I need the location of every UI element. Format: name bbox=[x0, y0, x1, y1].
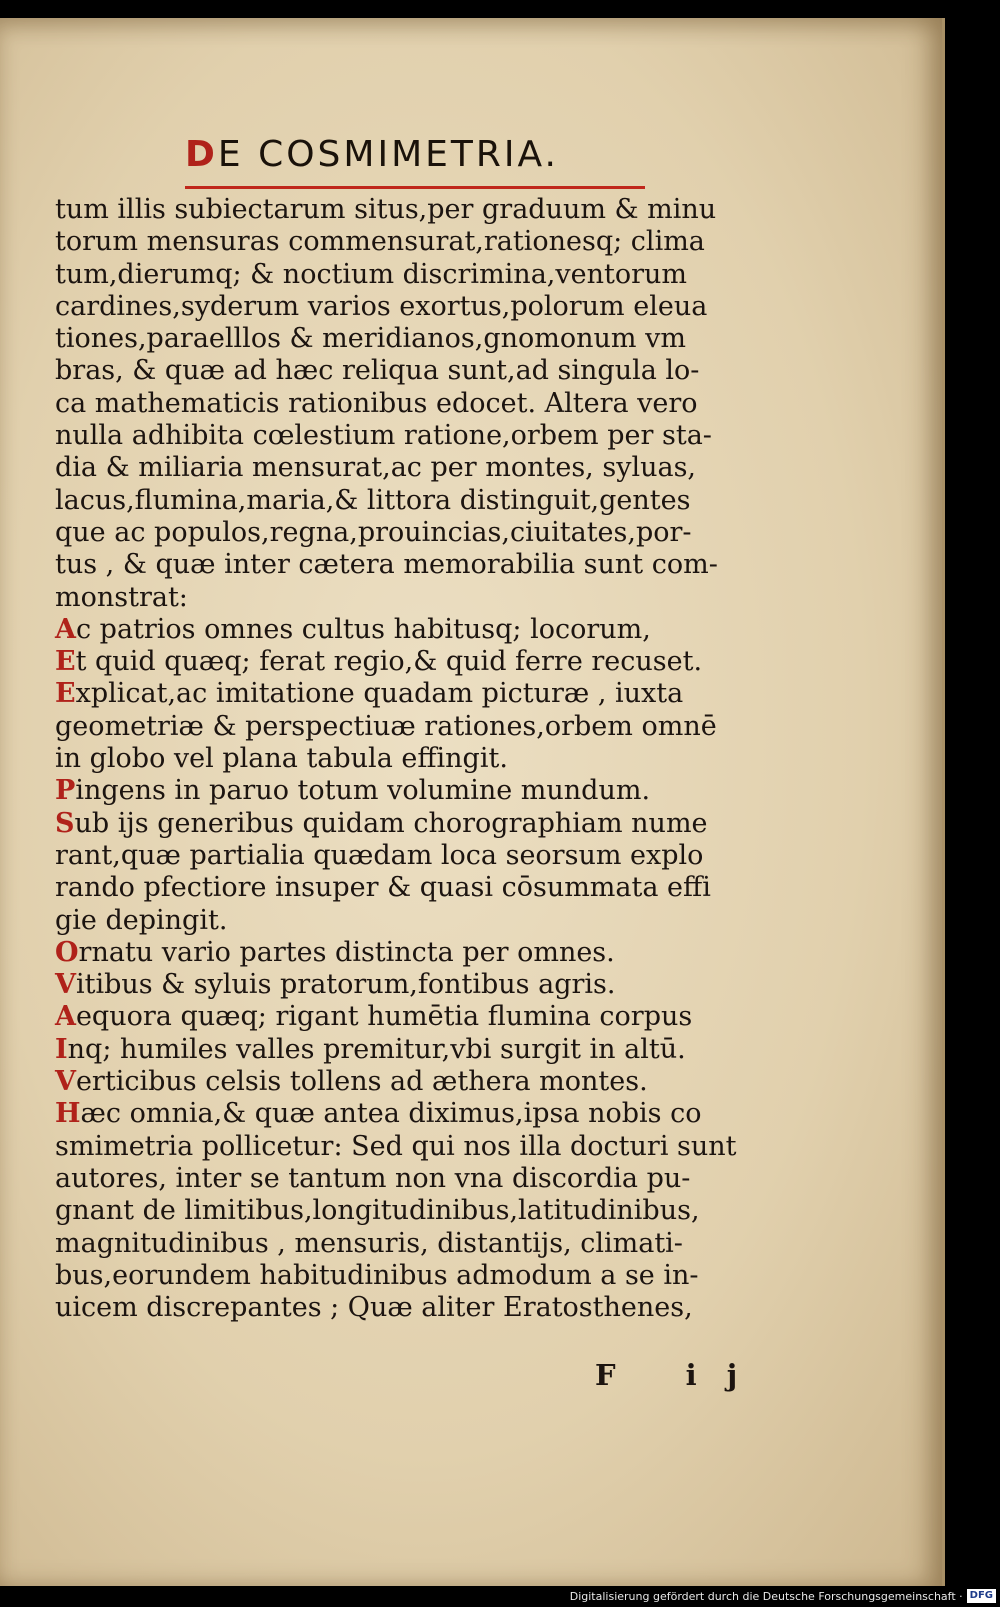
line-text: cardines,syderum varios exortus,polorum eleua bbox=[55, 290, 708, 322]
rubricated-initial: E bbox=[55, 678, 76, 710]
line-text: erticibus celsis tollens ad æthera montes. bbox=[75, 1066, 648, 1098]
text-line bbox=[55, 872, 745, 904]
rubricated-initial: E bbox=[55, 646, 76, 678]
text-line bbox=[55, 420, 745, 452]
footer-credit bbox=[570, 1587, 996, 1605]
book-page bbox=[0, 18, 945, 1586]
text-line bbox=[55, 388, 745, 420]
text-line bbox=[55, 1195, 745, 1227]
rubricated-initial: I bbox=[55, 1033, 68, 1065]
line-text: gie depingit. bbox=[55, 904, 228, 936]
text-line bbox=[55, 1034, 745, 1066]
text-line bbox=[55, 808, 745, 840]
line-text: lacus,flumina,maria,& littora distinguit,gentes bbox=[55, 484, 691, 516]
line-text: rnatu vario partes distincta per omnes. bbox=[78, 936, 615, 968]
line-text: equora quæq; rigant humētia flumina corpus bbox=[75, 1001, 693, 1033]
text-line bbox=[55, 259, 745, 291]
line-text: monstrat: bbox=[55, 581, 188, 613]
rubricated-initial: S bbox=[55, 807, 75, 839]
text-line bbox=[55, 743, 745, 775]
line-text: tiones,paraelllos & meridianos,gnomonum vm bbox=[55, 323, 686, 355]
line-text: torum mensuras commensurat,rationesq; clima bbox=[55, 226, 705, 258]
body-text bbox=[55, 194, 745, 1324]
line-text: autores, inter se tantum non vna discordia pu- bbox=[55, 1162, 691, 1194]
text-line bbox=[55, 194, 745, 226]
text-line bbox=[55, 226, 745, 258]
line-text: bras, & quæ ad hæc reliqua sunt,ad singula lo- bbox=[55, 355, 700, 387]
line-text: nq; humiles valles premitur,vbi surgit in altū. bbox=[67, 1033, 686, 1065]
text-line bbox=[55, 452, 745, 484]
text-line bbox=[55, 355, 745, 387]
text-line bbox=[55, 840, 745, 872]
line-text: ca mathematicis rationibus edocet. Altera vero bbox=[55, 387, 698, 419]
signature-mark: F ij bbox=[595, 1358, 768, 1392]
text-line bbox=[55, 937, 745, 969]
line-text: que ac populos,regna,prouincias,ciuitates,por- bbox=[55, 516, 692, 548]
rubricated-initial: P bbox=[55, 775, 76, 807]
rubricated-initial: A bbox=[55, 613, 76, 645]
line-text: gnant de limitibus,longitudinibus,latitudinibus, bbox=[55, 1195, 700, 1227]
rubricated-initial: O bbox=[55, 936, 79, 968]
line-text: geometriæ & perspectiuæ rationes,orbem omnē bbox=[55, 710, 717, 742]
line-text: rando pfectiore insuper & quasi cōsummata effi bbox=[55, 872, 711, 904]
line-text: tus , & quæ inter cætera memorabilia sunt com- bbox=[55, 549, 718, 581]
text-line bbox=[55, 775, 745, 807]
rubricated-initial: V bbox=[55, 969, 76, 1001]
text-line bbox=[55, 614, 745, 646]
rubricated-initial: H bbox=[55, 1098, 81, 1130]
text-line bbox=[55, 549, 745, 581]
rubricated-initial: V bbox=[55, 1066, 76, 1098]
line-text: dia & miliaria mensurat,ac per montes, syluas, bbox=[55, 452, 697, 484]
line-text: ingens in paruo totum volumine mundum. bbox=[75, 775, 651, 807]
line-text: nulla adhibita cœlestium ratione,orbem per sta- bbox=[55, 420, 712, 452]
line-text: t quid quæq; ferat regio,& quid ferre recuset. bbox=[75, 646, 703, 678]
line-text: tum,dierumq; & noctium discrimina,ventorum bbox=[55, 258, 687, 290]
text-line bbox=[55, 1131, 745, 1163]
text-line bbox=[55, 291, 745, 323]
line-text: c patrios omnes cultus habitusq; locorum, bbox=[75, 613, 651, 645]
line-text: tum illis subiectarum situs,per graduum & minu bbox=[55, 194, 717, 225]
line-text: xplicat,ac imitatione quadam picturæ , iuxta bbox=[75, 678, 684, 710]
running-head-initial: D bbox=[185, 134, 218, 175]
running-head-title: E COSMIMETRIA. bbox=[217, 134, 559, 175]
text-line bbox=[55, 678, 745, 710]
running-head bbox=[185, 130, 645, 189]
text-line bbox=[55, 582, 745, 614]
text-line bbox=[55, 1260, 745, 1292]
text-line bbox=[55, 323, 745, 355]
line-text: itibus & syluis pratorum,fontibus agris. bbox=[75, 969, 616, 1001]
text-line bbox=[55, 517, 745, 549]
text-line bbox=[55, 646, 745, 678]
line-text: uicem discrepantes ; Quæ aliter Eratosthenes, bbox=[55, 1292, 693, 1324]
line-text: ub ijs generibus quidam chorographiam nume bbox=[74, 807, 708, 839]
text-line bbox=[55, 1098, 745, 1130]
line-text: smimetria pollicetur: Sed qui nos illa docturi sunt bbox=[55, 1130, 737, 1162]
rubricated-initial: A bbox=[55, 1001, 76, 1033]
dfg-logo: DFG bbox=[967, 1589, 996, 1603]
line-text: bus,eorundem habitudinibus admodum a se in- bbox=[55, 1259, 699, 1291]
text-line bbox=[55, 969, 745, 1001]
text-line bbox=[55, 711, 745, 743]
text-line bbox=[55, 1228, 745, 1260]
text-line bbox=[55, 1163, 745, 1195]
line-text: in globo vel plana tabula effingit. bbox=[55, 743, 508, 775]
text-line bbox=[55, 1001, 745, 1033]
text-line bbox=[55, 1292, 745, 1324]
text-line bbox=[55, 905, 745, 937]
footer-text: Digitalisierung gefördert durch die Deutsche Forschungsgemeinschaft · bbox=[569, 1589, 963, 1603]
text-line bbox=[55, 485, 745, 517]
line-text: æc omnia,& quæ antea diximus,ipsa nobis co bbox=[80, 1098, 702, 1130]
text-line bbox=[55, 1066, 745, 1098]
line-text: magnitudinibus , mensuris, distantijs, climati- bbox=[55, 1227, 683, 1259]
line-text: rant,quæ partialia quædam loca seorsum explo bbox=[55, 839, 704, 871]
